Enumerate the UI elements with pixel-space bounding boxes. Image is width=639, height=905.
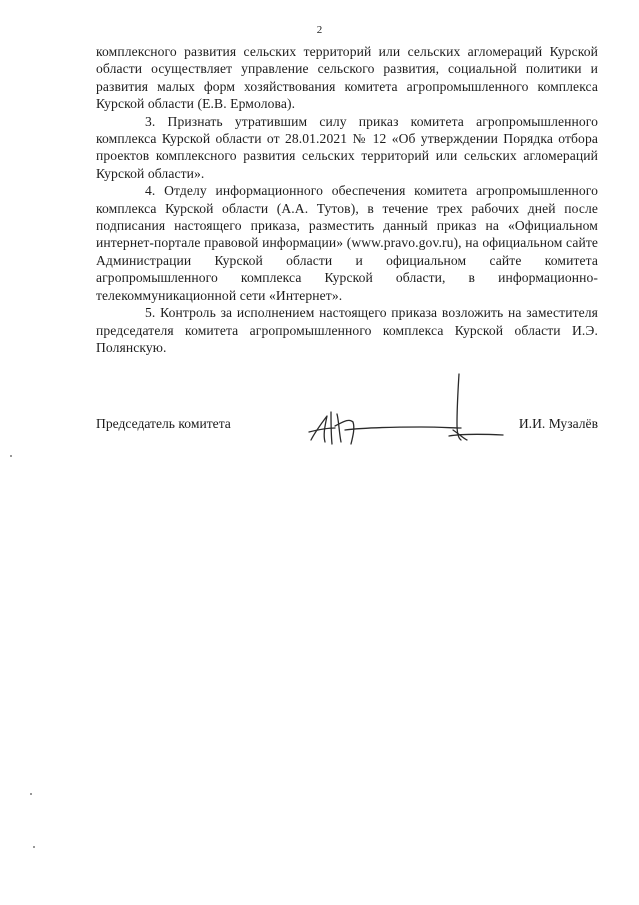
paragraph-item-4: 4. Отделу информационного обеспечения комитета агропромышленного комплекса Курской области (А.А. Тутов), в течение трех рабочих дней после подписания настоящего приказа, разместить данный приказ на «Официальном интернет-портале правовой информации» (www.pravo.gov.ru), на официальном сайте Администрации Курской области и официальном сайте комитета агропромышленного комплекса Курской области, в информационно-телекоммуникационной сети «Интернет». xyxy=(96,183,598,303)
signer-title: Председатель комитета xyxy=(96,416,231,431)
scan-speck xyxy=(30,793,32,795)
scan-speck xyxy=(10,455,12,457)
scan-speck xyxy=(33,846,35,848)
page-number: 2 xyxy=(316,24,323,36)
paragraph-item-5: 5. Контроль за исполнением настоящего приказа возложить на заместителя председателя комитета агропромышленного комплекса Курской области И.Э. Полянскую. xyxy=(96,305,598,355)
signer-name: И.И. Музалёв xyxy=(518,416,598,431)
paragraph-continuation: комплексного развития сельских территорий или сельских агломераций Курской области осуществляет управление сельского развития, социальной политики и развития малых форм хозяйствования комитета агропромышленного комплекса Курской области (Е.В. Ермолова). xyxy=(96,44,598,112)
signature-block xyxy=(96,372,598,452)
paragraph-item-3: 3. Признать утратившим силу приказ комитета агропромышленного комплекса Курской области от 28.01.2021 № 12 «Об утверждении Порядка отбора проектов комплексного развития сельских территорий или сельских агломераций Курской области». xyxy=(96,113,598,181)
document-body xyxy=(96,43,598,356)
handwritten-signature xyxy=(301,372,511,452)
